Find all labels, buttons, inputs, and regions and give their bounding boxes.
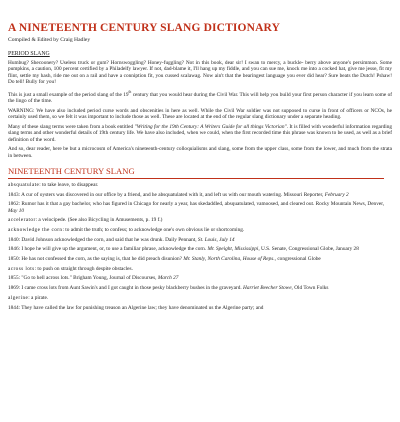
- slang-definition: : to admit the truth; to confess; to acknowledge one's own obvious lie or shortcoming.: [62, 227, 245, 234]
- citation-entry: [8, 201, 392, 214]
- citation-source-end: Old Town Folks: [292, 285, 329, 292]
- intro-paragraph-4-text: Many of these slang terms were taken from a book entitled: [8, 123, 135, 130]
- citation-source-end: congressional Globe: [276, 256, 321, 263]
- citation-source: March 27: [157, 275, 179, 282]
- slang-definition: : to push on straight through despite obstacles.: [34, 265, 133, 272]
- intro-paragraph-2-text: This is just a small example of the period slang of the 19: [8, 91, 129, 98]
- citation-source: May 10: [8, 207, 25, 214]
- definition-entry: [8, 295, 392, 301]
- citation-entry: [8, 192, 392, 198]
- citation-entry: [8, 285, 392, 291]
- citation-text: 1850: He has not confessed the corn, as the saying is, that he did preach disunion?: [8, 256, 184, 263]
- citation-source: Harriet Beecher Stowe,: [243, 285, 293, 292]
- citation-source: Mr. Speight, Mississippi,: [207, 246, 260, 253]
- definition-entry: [8, 266, 392, 272]
- citation-source: Mr. Stanly, North Carolina, House of Reps.,: [183, 256, 276, 263]
- definition-entry: [8, 227, 392, 233]
- slang-term: absquatulate: [8, 182, 40, 188]
- slang-definition: : a velocipede. (See also Bicycling in Amusements, p. 19 f.): [35, 217, 163, 224]
- slang-definition: : a pirate.: [28, 294, 49, 301]
- intro-paragraph-1: Humbug? Shecoonery? Useless truck or gum? Hornswoggling? Honey-fuggling? Not in this book, dear sir! I swan to mercy, a buckle- berry above anyone's persimmon. Some pumpkins, a caution, 100 percent certified by a Philadelfy lawyer. If not, dad-blame it, I'll hang up my fiddle, and you can sue me, knock me into a cocked hat, give me jesse, fit my flint, settle my hash, ride me out on a rail and have a conniption fit, you cussed scalawag. Now ain't that the bearingest language you ever did hear? Sure beats the Dutch! Pshaw! Do tell! Bully for you!: [8, 60, 392, 85]
- slang-term: accelerator: [8, 217, 36, 224]
- section-divider: [8, 178, 384, 179]
- intro-paragraph-4-text-end: . It is filled with wonderful information regarding slang terms and other wonderful details of 19th century life. We have also included, when we could, when the first recorded time this phrase was known to be used, as well as a brief definition of the word.: [8, 123, 393, 143]
- intro-paragraph-2-text-end: century that you would hear during the Civil War. This will help you build your first person character if you learn some of the lingo of the time.: [8, 91, 393, 104]
- intro-paragraph-5: And so, dear reader, here be but a microcosm of America's nineteenth-century colloquialisms and slang, some from the upper class, some from the lower, and much from the strata in between.: [8, 146, 392, 159]
- book-title: "Writing for the 19th Century: A Writers Guide for all things Victorian": [134, 123, 287, 130]
- intro-paragraph-2: [8, 89, 392, 104]
- citation-source-end: U.S. Senate, Congressional Globe, January 28: [259, 246, 359, 253]
- citation-text: 1862: Rumor has it that a gay bachelor, who has figured in Chicago for nearly a year, has skedaddled, absquatulated, vamoosed, and cleared out. Rocky Mountain News, Denver,: [8, 201, 385, 208]
- citation-text: 1844: They have called the law for punishing treason an Algerine law; they have denominated us the Algerine party; and: [8, 304, 264, 311]
- citation-text: 1855: "Go to hell across lots." Brigham Young, Journal of Discourses,: [8, 275, 158, 282]
- citation-text: 1846: I hope he will give up the argument, or, to use a familiar phrase, acknowledge the corn.: [8, 246, 208, 253]
- citation-text: 1843: A cur of oysters was discovered in our office by a friend, and he absquatulated with it, and left us with our mouth watering. Missouri Reporter,: [8, 191, 325, 198]
- citation-source: February 2: [324, 191, 349, 198]
- slang-term: across lots: [8, 265, 35, 272]
- intro-heading: PERIOD SLANG: [8, 51, 50, 57]
- intro-paragraph-2-sup: th: [128, 89, 132, 94]
- slang-term: algerine: [8, 294, 29, 301]
- citation-text: 1840: David Johnson acknowledged the corn, and said that he was drunk. Daily Pennant,: [8, 236, 198, 243]
- citation-text: 1869: I came cross lots from Aunt Sawin's and I got caught in those pesky blackberry bushes in the graveyard.: [8, 285, 243, 292]
- intro-paragraph-4: [8, 124, 392, 143]
- definition-entry: [8, 217, 392, 223]
- compiled-by: Compiled & Edited by Craig Hadley: [8, 37, 91, 43]
- document-title: A NINETEENTH CENTURY SLANG DICTIONARY: [8, 22, 281, 34]
- slang-term: acknowledge the corn: [8, 227, 63, 234]
- slang-definition: : to take leave, to disappear.: [39, 182, 99, 188]
- citation-entry: [8, 237, 392, 243]
- definition-entry: [8, 182, 392, 188]
- citation-entry: [8, 305, 392, 311]
- slang-entries-list: [8, 182, 392, 311]
- citation-entry: [8, 275, 392, 281]
- intro-paragraph-warning: WARNING: We have also included period curse words and obscenities in here as well. While the Civil War soldier was not supposed to curse in front of officers or NCOs, he certainly used them, so we felt it was important to include those as well. These are located at the end of the regular slang dictionary under a separate heading.: [8, 107, 392, 121]
- citation-entry: [8, 256, 392, 262]
- citation-source: St. Louis, July 14: [197, 236, 235, 243]
- section-title: NINETEENTH CENTURY SLANG: [8, 166, 135, 176]
- citation-entry: [8, 246, 392, 252]
